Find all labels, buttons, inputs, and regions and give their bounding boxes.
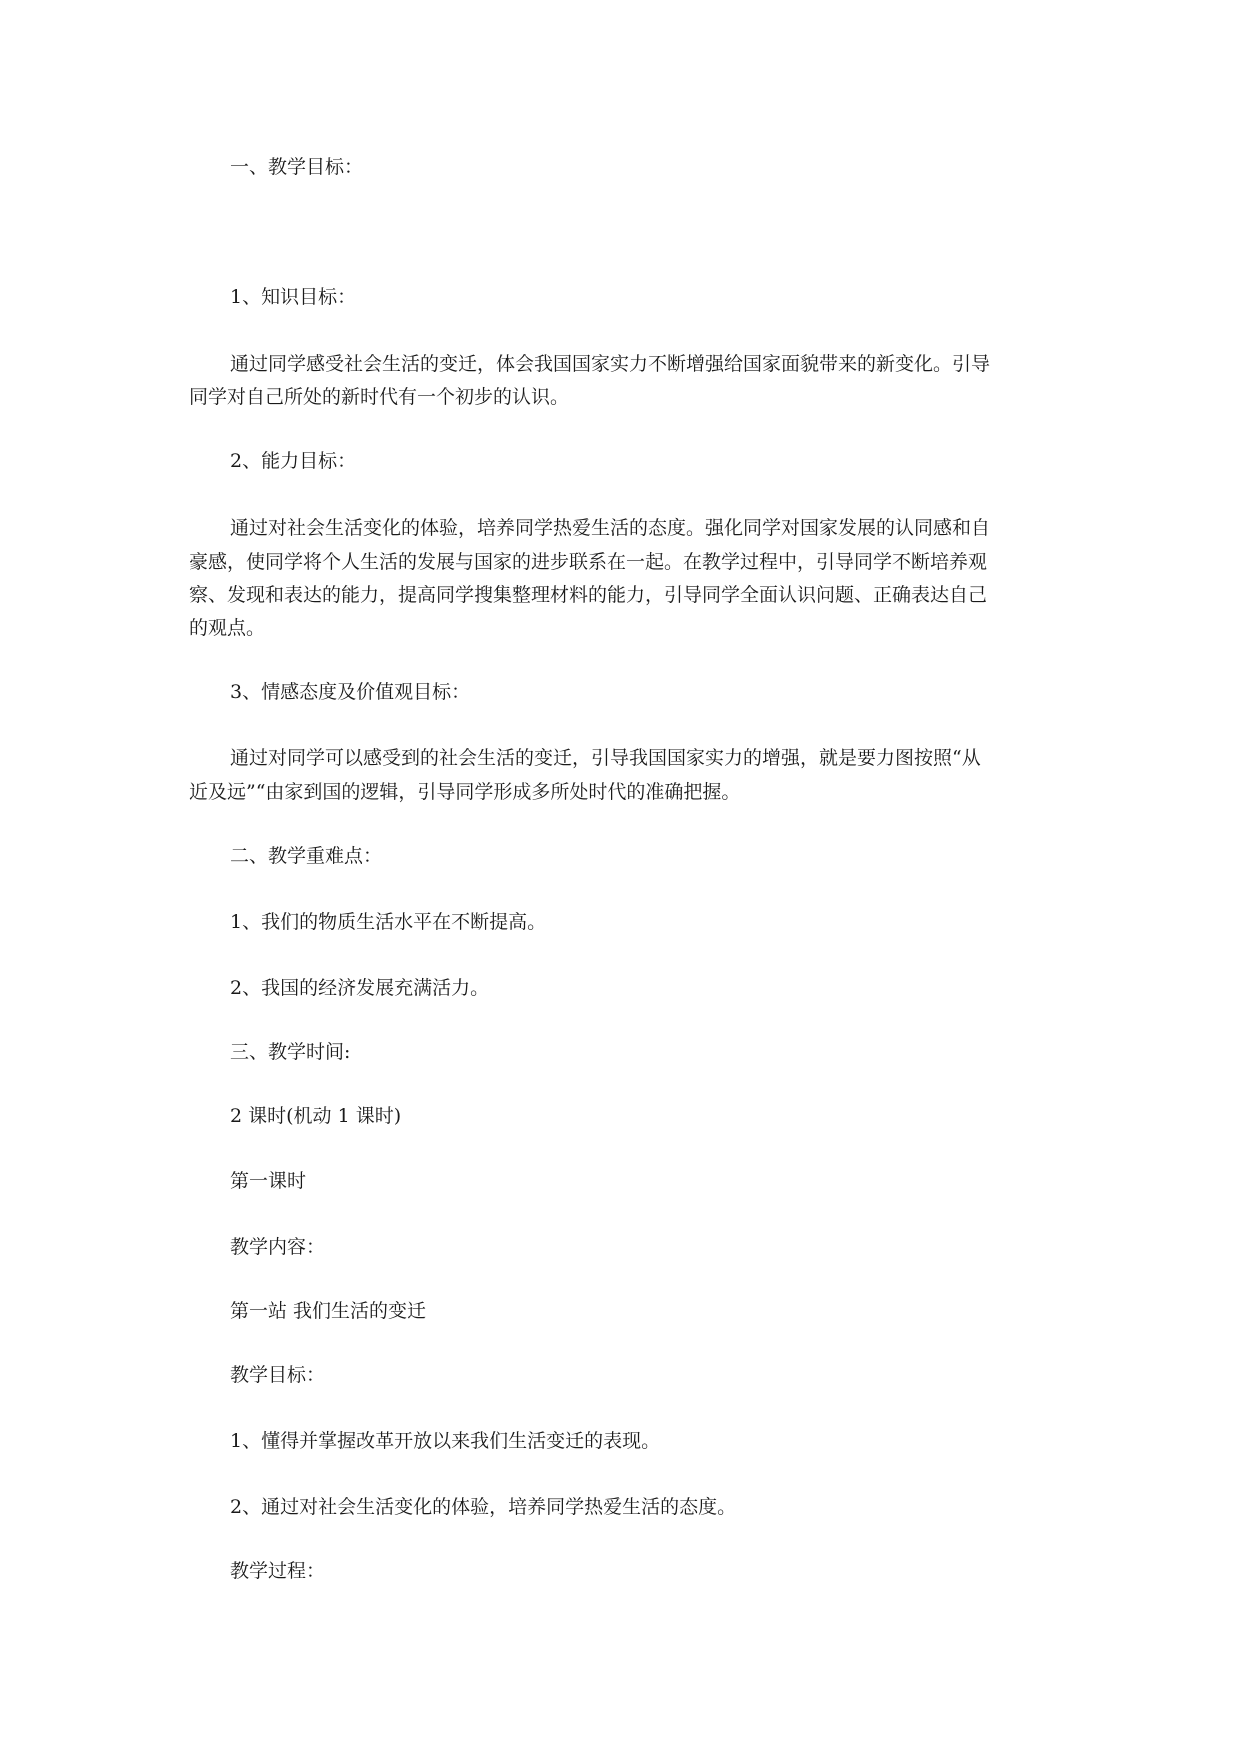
lesson-label: 第一课时 <box>230 1170 307 1192</box>
paragraph-knowledge-line-2: 同学对自己所处的新时代有一个初步的认识。 <box>189 386 570 408</box>
subheading-knowledge-goal: 1、知识目标： <box>230 286 357 308</box>
paragraph-knowledge-line-1: 通过同学感受社会生活的变迁，体会我国国家实力不断增强给国家面貌带来的新变化。引导 <box>230 353 991 375</box>
paragraph-ability-line-2: 豪感，使同学将个人生活的发展与国家的进步联系在一起。在教学过程中，引导同学不断培养观 <box>189 551 988 573</box>
paragraph-ability-line-1: 通过对社会生活变化的体验，培养同学热爱生活的态度。强化同学对国家发展的认同感和自 <box>230 517 991 539</box>
teaching-time-value: 2 课时(机动 1 课时) <box>230 1105 402 1127</box>
key-point-2: 2、我国的经济发展充满活力。 <box>230 977 490 999</box>
lesson-goal-1: 1、懂得并掌握改革开放以来我们生活变迁的表现。 <box>230 1430 661 1452</box>
heading-teaching-goals: 一、教学目标： <box>230 156 364 178</box>
station-title: 第一站 我们生活的变迁 <box>230 1300 427 1322</box>
heading-teaching-time: 三、教学时间: <box>230 1041 351 1063</box>
lesson-goal-label: 教学目标： <box>230 1364 326 1386</box>
heading-key-points: 二、教学重难点： <box>230 845 383 867</box>
paragraph-ability-line-3: 察、发现和表达的能力，提高同学搜集整理材料的能力，引导同学全面认识问题、正确表达自己 <box>189 584 988 606</box>
paragraph-ability-line-4: 的观点。 <box>189 617 266 639</box>
paragraph-values-line-1: 通过对同学可以感受到的社会生活的变迁，引导我国国家实力的增强，就是要力图按照“从 <box>230 747 981 769</box>
key-point-1: 1、我们的物质生活水平在不断提高。 <box>230 911 547 933</box>
teaching-content-label: 教学内容： <box>230 1236 326 1258</box>
teaching-process-label: 教学过程： <box>230 1560 326 1582</box>
subheading-ability-goal: 2、能力目标： <box>230 450 357 472</box>
lesson-goal-2: 2、通过对社会生活变化的体验，培养同学热爱生活的态度。 <box>230 1496 737 1518</box>
paragraph-values-line-2: 近及远”“由家到国的逻辑，引导同学形成多所处时代的准确把握。 <box>189 781 741 803</box>
subheading-values-goal: 3、情感态度及价值观目标： <box>230 681 471 703</box>
